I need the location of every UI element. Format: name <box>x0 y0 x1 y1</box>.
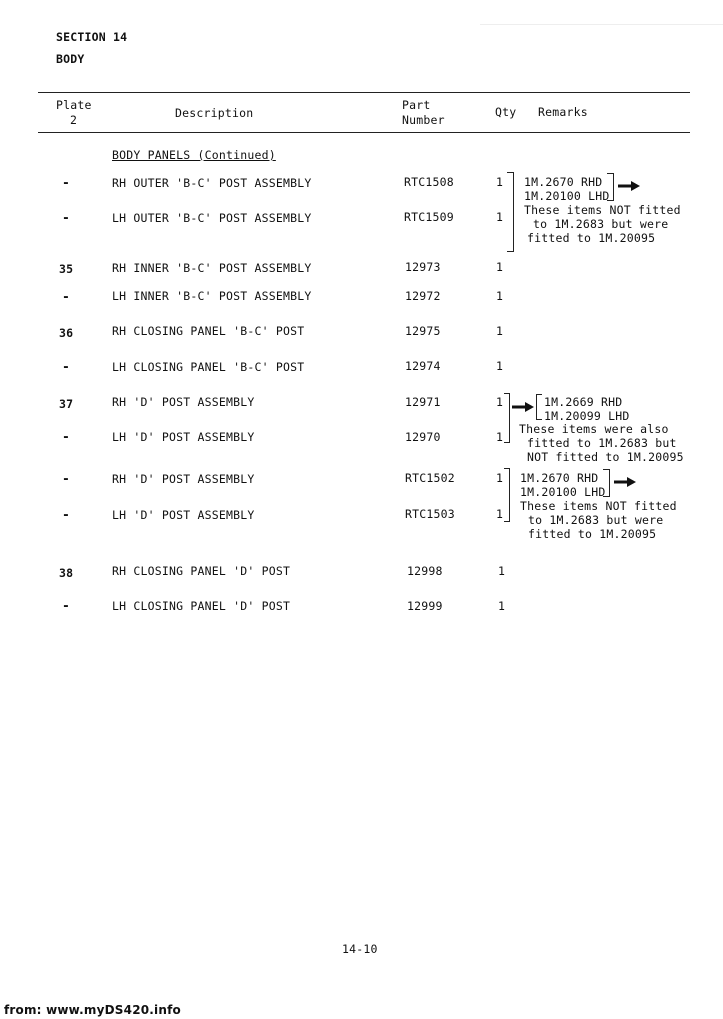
row-part-number: RTC1508 <box>404 175 454 189</box>
row-qty: 1 <box>496 324 504 338</box>
header-top-rule <box>38 92 690 93</box>
scan-edge <box>480 0 723 25</box>
row-description: RH OUTER 'B-C' POST ASSEMBLY <box>112 176 312 190</box>
row-qty: 1 <box>496 395 504 409</box>
remark-line: 1M.20100 LHD <box>524 189 610 203</box>
row-part-number: 12999 <box>407 599 443 613</box>
row-plate: - <box>62 430 71 445</box>
qty-bracket <box>504 468 510 522</box>
row-description: RH INNER 'B-C' POST ASSEMBLY <box>112 261 312 275</box>
row-part-number: 12975 <box>405 324 441 338</box>
row-part-number: RTC1503 <box>405 507 455 521</box>
row-description: LH 'D' POST ASSEMBLY <box>112 508 255 522</box>
remark-line: NOT fitted to 1M.20095 <box>527 450 684 464</box>
row-qty: 1 <box>498 564 506 578</box>
col-part-line2: Number <box>402 113 445 127</box>
row-qty: 1 <box>496 507 504 521</box>
remark-line: These items NOT fitted <box>520 499 677 513</box>
row-part-number: 12971 <box>405 395 441 409</box>
remark-line: 1M.2669 RHD <box>544 395 623 409</box>
source-footer: from: www.myDS420.info <box>4 1003 181 1017</box>
arrow-right-icon <box>614 477 636 487</box>
row-plate: - <box>62 211 71 226</box>
col-remarks: Remarks <box>538 105 588 119</box>
row-part-number: RTC1509 <box>404 210 454 224</box>
page-number: 14-10 <box>342 942 378 956</box>
row-plate: - <box>62 508 71 523</box>
remark-line: fitted to 1M.2683 but <box>527 436 677 450</box>
row-qty: 1 <box>496 471 504 485</box>
row-description: LH OUTER 'B-C' POST ASSEMBLY <box>112 211 312 225</box>
row-part-number: 12974 <box>405 359 441 373</box>
remark-line: 1M.2670 RHD <box>524 175 603 189</box>
row-plate: - <box>62 360 71 375</box>
remark-line: fitted to 1M.20095 <box>527 231 656 245</box>
qty-bracket <box>504 393 510 443</box>
row-part-number: RTC1502 <box>405 471 455 485</box>
row-qty: 1 <box>496 289 504 303</box>
row-description: LH CLOSING PANEL 'B-C' POST <box>112 360 305 374</box>
row-part-number: 12998 <box>407 564 443 578</box>
row-description: LH CLOSING PANEL 'D' POST <box>112 599 291 613</box>
group-title: BODY PANELS (Continued) <box>112 148 276 162</box>
row-plate: - <box>62 472 71 487</box>
remark-line: These items were also <box>519 422 669 436</box>
remark-line: These items NOT fitted <box>524 203 681 217</box>
row-plate: 35 <box>59 262 74 276</box>
row-part-number: 12972 <box>405 289 441 303</box>
remark-line: to 1M.2683 but were <box>533 217 669 231</box>
col-plate-line2: 2 <box>70 113 78 127</box>
row-description: LH 'D' POST ASSEMBLY <box>112 430 255 444</box>
row-qty: 1 <box>496 430 504 444</box>
remark-line: to 1M.2683 but were <box>528 513 664 527</box>
row-plate: 38 <box>59 566 74 580</box>
row-qty: 1 <box>498 599 506 613</box>
row-qty: 1 <box>496 210 504 224</box>
row-description: RH CLOSING PANEL 'D' POST <box>112 564 291 578</box>
remark-line: 1M.20099 LHD <box>544 409 630 423</box>
row-part-number: 12970 <box>405 430 441 444</box>
arrow-right-icon <box>512 402 534 412</box>
row-plate: - <box>62 176 71 191</box>
qty-bracket <box>507 172 514 252</box>
row-plate: - <box>62 599 71 614</box>
row-description: RH 'D' POST ASSEMBLY <box>112 472 255 486</box>
row-plate: - <box>62 290 71 305</box>
remark-line: fitted to 1M.20095 <box>528 527 657 541</box>
subsection-label: BODY <box>56 52 85 66</box>
row-description: RH CLOSING PANEL 'B-C' POST <box>112 324 305 338</box>
col-description: Description <box>175 106 254 120</box>
row-description: LH INNER 'B-C' POST ASSEMBLY <box>112 289 312 303</box>
row-qty: 1 <box>496 260 504 274</box>
row-description: RH 'D' POST ASSEMBLY <box>112 395 255 409</box>
row-plate: 37 <box>59 397 74 411</box>
header-bottom-rule <box>38 132 690 133</box>
row-qty: 1 <box>496 359 504 373</box>
arrow-right-icon <box>618 181 640 191</box>
code-bracket <box>536 394 542 420</box>
col-part-line1: Part <box>402 98 431 112</box>
row-plate: 36 <box>59 326 74 340</box>
row-qty: 1 <box>496 175 504 189</box>
row-part-number: 12973 <box>405 260 441 274</box>
col-plate-line1: Plate <box>56 98 92 112</box>
remark-line: 1M.20100 LHD <box>520 485 606 499</box>
section-label: SECTION 14 <box>56 30 128 44</box>
remark-line: 1M.2670 RHD <box>520 471 599 485</box>
col-qty: Qty <box>495 105 517 119</box>
